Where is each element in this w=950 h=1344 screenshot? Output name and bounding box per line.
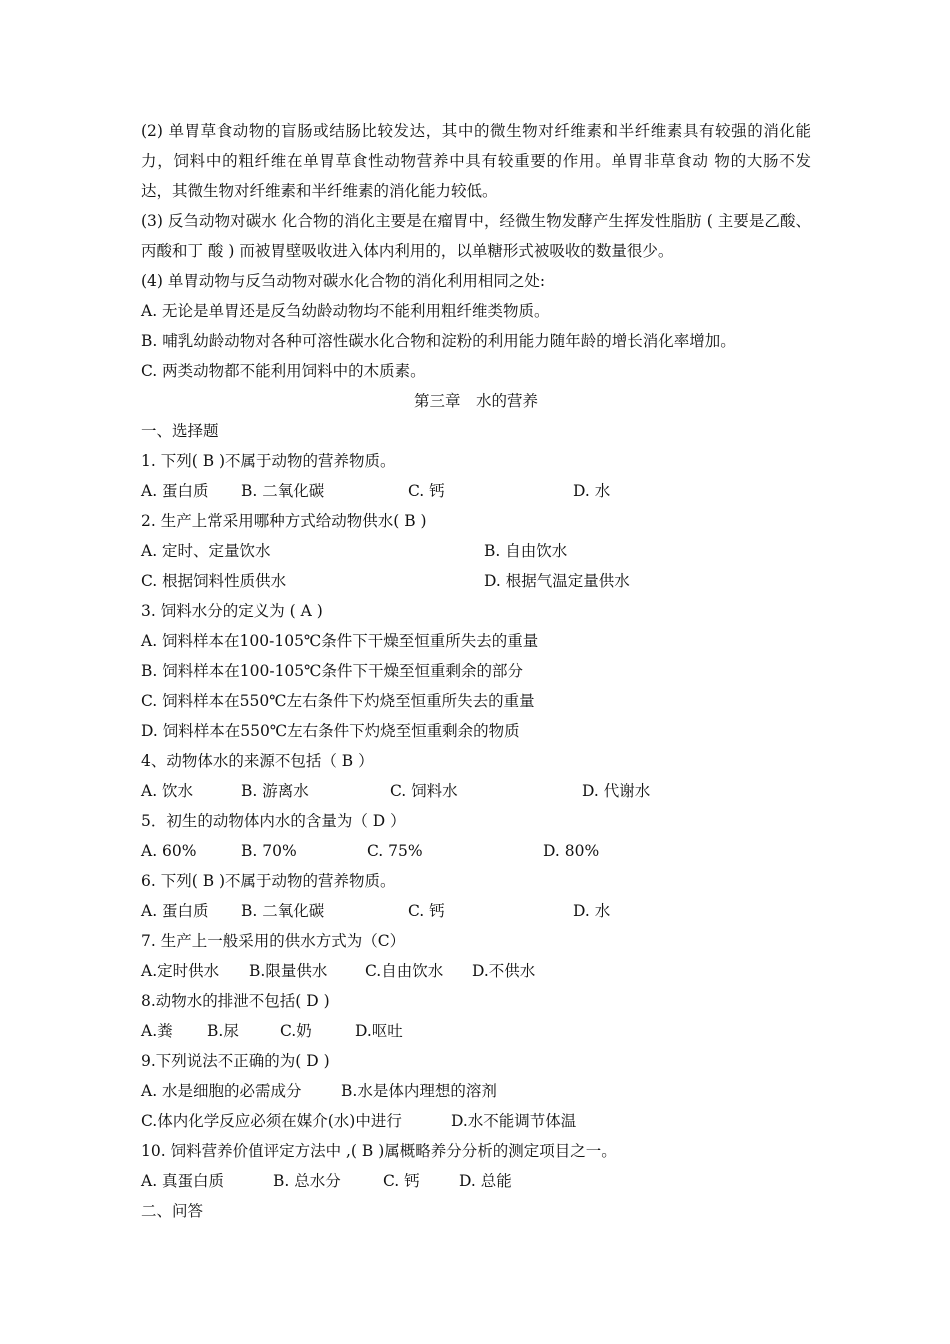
- option: C.奶: [280, 1022, 312, 1040]
- option: A. 蛋白质: [141, 902, 209, 920]
- option: D. 总能: [459, 1172, 512, 1190]
- question-1-options: [141, 476, 811, 506]
- option: B. 总水分: [273, 1172, 341, 1190]
- question-10-options: [141, 1166, 811, 1196]
- paragraph-4-a: A. 无论是单胃还是反刍幼龄动物均不能利用粗纤维类物质。: [141, 302, 550, 320]
- paragraph-4-b: B. 哺乳幼龄动物对各种可溶性碳水化合物和淀粉的利用能力随年龄的增长消化率增加。: [141, 332, 736, 350]
- question-2: 2. 生产上常采用哪种方式给动物供水( B ): [141, 512, 427, 530]
- option: A. 饮水: [141, 782, 194, 800]
- option: C. 根据饲料性质供水: [141, 572, 287, 590]
- question-8: 8.动物水的排泄不包括( D ): [141, 992, 330, 1010]
- chapter-title: 第三章 水的营养: [413, 392, 538, 410]
- option: B. 饲料样本在100-105℃条件下干燥至恒重剩余的部分: [141, 662, 523, 680]
- question-2-options-row-2: [141, 566, 811, 596]
- option: A. 60%: [141, 842, 197, 860]
- option: C.自由饮水: [365, 962, 444, 980]
- option: B.水是体内理想的溶剂: [341, 1082, 497, 1100]
- question-7-options: [141, 956, 811, 986]
- question-1: 1. 下列( B )不属于动物的营养物质。: [141, 452, 396, 470]
- option: D. 水: [573, 482, 611, 500]
- option: B.尿: [207, 1022, 239, 1040]
- question-5: 5．初生的动物体内水的含量为（ D ）: [141, 812, 406, 830]
- question-6-options: [141, 896, 811, 926]
- option: C. 钙: [383, 1172, 420, 1190]
- question-9-options-row-2: [141, 1106, 811, 1136]
- option: D. 代谢水: [582, 782, 651, 800]
- question-4-options: [141, 776, 811, 806]
- option: A. 蛋白质: [141, 482, 209, 500]
- option: B. 游离水: [241, 782, 309, 800]
- option: C. 钙: [408, 902, 445, 920]
- question-2-options-row-1: [141, 536, 811, 566]
- option: B. 70%: [241, 842, 297, 860]
- option: C. 饲料水: [390, 782, 458, 800]
- section-heading-choice: 一、选择题: [141, 422, 219, 440]
- option: C. 钙: [408, 482, 445, 500]
- question-9-options-row-1: [141, 1076, 811, 1106]
- question-9: 9.下列说法不正确的为( D ): [141, 1052, 330, 1070]
- option: B. 自由饮水: [484, 542, 568, 560]
- option: D. 80%: [543, 842, 600, 860]
- option: A.定时供水: [141, 962, 220, 980]
- option: C. 饲料样本在550℃左右条件下灼烧至恒重所失去的重量: [141, 692, 535, 710]
- option: A.粪: [141, 1022, 173, 1040]
- option: A. 水是细胞的必需成分: [141, 1082, 302, 1100]
- option: D. 根据气温定量供水: [484, 572, 630, 590]
- paragraph-3: (3) 反刍动物对碳水 化合物的消化主要是在瘤胃中，经微生物发酵产生挥发性脂肪 ( 主要是乙酸、丙酸和丁 酸 ) 而被胃壁吸收进入体内利用的，以单糖形式被吸收的数量很少。: [141, 212, 811, 260]
- option: C. 75%: [367, 842, 423, 860]
- option: D. 饲料样本在550℃左右条件下灼烧至恒重剩余的物质: [141, 722, 520, 740]
- option: D.不供水: [472, 962, 536, 980]
- option: D.呕吐: [355, 1022, 403, 1040]
- option: A. 饲料样本在100-105℃条件下干燥至恒重所失去的重量: [141, 632, 539, 650]
- section-heading-qa: 二、问答: [141, 1202, 204, 1220]
- option: B.限量供水: [249, 962, 328, 980]
- document-page: [141, 116, 811, 1226]
- question-10: 10. 饲料营养价值评定方法中 ,( B )属概略养分分析的测定项目之一。: [141, 1142, 617, 1160]
- option: B. 二氧化碳: [241, 482, 325, 500]
- question-4: 4、动物体水的来源不包括（ B ）: [141, 752, 374, 770]
- option: A. 定时、定量饮水: [141, 542, 271, 560]
- option: C.体内化学反应必须在媒介(水)中进行: [141, 1112, 402, 1130]
- option: A. 真蛋白质: [141, 1172, 225, 1190]
- question-3: 3. 饲料水分的定义为 ( A ): [141, 602, 323, 620]
- question-5-options: [141, 836, 811, 866]
- question-7: 7. 生产上一般采用的供水方式为（C）: [141, 932, 406, 950]
- paragraph-4-c: C. 两类动物都不能利用饲料中的木质素。: [141, 362, 426, 380]
- question-8-options: [141, 1016, 811, 1046]
- paragraph-2: (2) 单胃草食动物的盲肠或结肠比较发达，其中的微生物对纤维素和半纤维素具有较强的消化能力，饲料中的粗纤维在单胃草食性动物营养中具有较重要的作用。单胃非草食动 物的大肠不发达，其微生物对纤维素和半纤维素的消化能力较低。: [141, 122, 811, 200]
- option: D.水不能调节体温: [451, 1112, 577, 1130]
- option: B. 二氧化碳: [241, 902, 325, 920]
- paragraph-4: (4) 单胃动物与反刍动物对碳水化合物的消化利用相同之处:: [141, 272, 546, 290]
- question-6: 6. 下列( B )不属于动物的营养物质。: [141, 872, 396, 890]
- option: D. 水: [573, 902, 611, 920]
